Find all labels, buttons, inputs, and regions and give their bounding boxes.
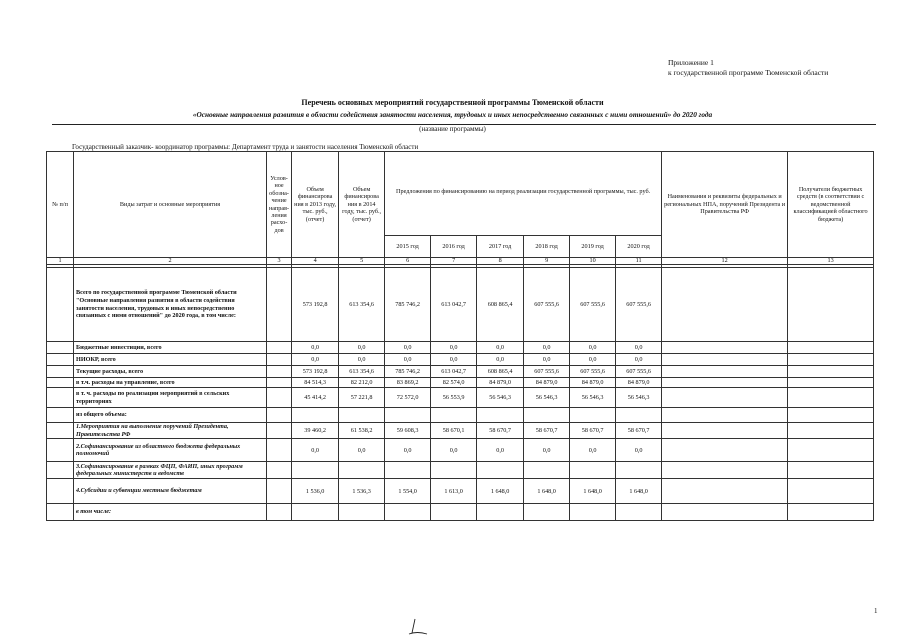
value-cell: 1 648,0 xyxy=(570,479,616,504)
condition-code-cell xyxy=(267,342,292,354)
row-label: в т. ч. расходы по реализации мероприятий в сельских территориях xyxy=(74,388,267,408)
column-number: 12 xyxy=(662,258,788,265)
value-cell: 0,0 xyxy=(477,354,524,366)
appendix-line-2: к государственной программе Тюменской области xyxy=(668,68,829,77)
npa-cell xyxy=(662,366,788,378)
condition-code-cell xyxy=(267,439,292,462)
value-cell xyxy=(570,462,616,479)
value-cell xyxy=(524,504,570,521)
value-cell xyxy=(292,462,339,479)
value-cell: 0,0 xyxy=(616,439,662,462)
row-label: в том числе: xyxy=(74,504,267,521)
value-cell: 607 555,6 xyxy=(570,268,616,342)
value-cell: 1 536,3 xyxy=(339,479,385,504)
value-cell: 84 879,0 xyxy=(477,378,524,388)
value-cell: 608 865,4 xyxy=(477,366,524,378)
header-year: 2017 год xyxy=(477,236,524,258)
column-number: 2 xyxy=(74,258,267,265)
condition-code-cell xyxy=(267,423,292,439)
recipients-cell xyxy=(788,439,874,462)
npa-cell xyxy=(662,354,788,366)
appendix-line-1: Приложение 1 xyxy=(668,58,714,67)
value-cell: 0,0 xyxy=(385,354,431,366)
npa-cell xyxy=(662,462,788,479)
column-numbers-row xyxy=(47,258,874,265)
value-cell: 0,0 xyxy=(477,439,524,462)
row-number-cell xyxy=(47,504,74,521)
condition-code-cell xyxy=(267,378,292,388)
value-cell: 1 648,0 xyxy=(616,479,662,504)
table-row xyxy=(47,408,874,423)
condition-code-cell xyxy=(267,504,292,521)
recipients-cell xyxy=(788,354,874,366)
row-label: 3.Софинансирование в рамках ФЦП, ФАИП, иных программ федеральных министерств и ведомств xyxy=(74,462,267,479)
value-cell: 59 608,3 xyxy=(385,423,431,439)
recipients-cell xyxy=(788,408,874,423)
state-customer: Государственный заказчик- координатор программы: Департамент труда и занятости населения Тюменской области xyxy=(72,143,419,151)
value-cell xyxy=(477,462,524,479)
value-cell: 58 670,7 xyxy=(616,423,662,439)
row-number-cell xyxy=(47,423,74,439)
condition-code-cell xyxy=(267,366,292,378)
value-cell: 785 746,2 xyxy=(385,268,431,342)
row-label: Всего по государственной программе Тюменской области "Основные направления развития в области содействия занятости населения, трудовых и иных непосредственно связанных с ними отношений" до 2020 года, в том числе: xyxy=(74,268,267,342)
value-cell: 1 648,0 xyxy=(524,479,570,504)
value-cell xyxy=(339,462,385,479)
value-cell: 56 546,3 xyxy=(616,388,662,408)
value-cell: 613 042,7 xyxy=(431,268,477,342)
value-cell: 45 414,2 xyxy=(292,388,339,408)
value-cell: 1 554,0 xyxy=(385,479,431,504)
handwritten-mark xyxy=(408,618,430,636)
value-cell: 785 746,2 xyxy=(385,366,431,378)
recipients-cell xyxy=(788,342,874,354)
value-cell: 0,0 xyxy=(524,342,570,354)
column-number: 9 xyxy=(524,258,570,265)
value-cell: 56 546,3 xyxy=(524,388,570,408)
program-name-caption: (название программы) xyxy=(419,125,486,133)
table-row xyxy=(47,268,874,342)
value-cell xyxy=(570,408,616,423)
page-number: 1 xyxy=(874,607,878,615)
value-cell: 0,0 xyxy=(477,342,524,354)
value-cell: 39 460,2 xyxy=(292,423,339,439)
value-cell: 0,0 xyxy=(431,439,477,462)
table-row xyxy=(47,479,874,504)
row-number-cell xyxy=(47,462,74,479)
column-number: 8 xyxy=(477,258,524,265)
value-cell: 0,0 xyxy=(292,354,339,366)
value-cell xyxy=(292,408,339,423)
row-label: 4.Субсидии и субвенции местным бюджетам xyxy=(74,479,267,504)
npa-cell xyxy=(662,268,788,342)
value-cell: 607 555,6 xyxy=(616,268,662,342)
value-cell: 1 613,0 xyxy=(431,479,477,504)
row-label: в т.ч. расходы на управление, всего xyxy=(74,378,267,388)
row-number-cell xyxy=(47,366,74,378)
column-number: 10 xyxy=(570,258,616,265)
value-cell: 84 879,0 xyxy=(616,378,662,388)
column-number: 13 xyxy=(788,258,874,265)
npa-cell xyxy=(662,342,788,354)
npa-cell xyxy=(662,378,788,388)
value-cell: 607 555,6 xyxy=(570,366,616,378)
table-row xyxy=(47,439,874,462)
row-label: Текущие расходы, всего xyxy=(74,366,267,378)
value-cell: 0,0 xyxy=(431,354,477,366)
table-row xyxy=(47,354,874,366)
value-cell: 0,0 xyxy=(524,354,570,366)
row-label: НИОКР, всего xyxy=(74,354,267,366)
value-cell: 56 553,9 xyxy=(431,388,477,408)
row-number-cell xyxy=(47,388,74,408)
value-cell: 0,0 xyxy=(385,439,431,462)
value-cell: 0,0 xyxy=(570,354,616,366)
value-cell xyxy=(431,504,477,521)
header-2014: Объем финансирова ния в 2014 году, тыс. руб., (отчет) xyxy=(339,152,385,258)
value-cell: 1 536,0 xyxy=(292,479,339,504)
condition-code-cell xyxy=(267,408,292,423)
value-cell xyxy=(616,408,662,423)
npa-cell xyxy=(662,423,788,439)
value-cell xyxy=(570,504,616,521)
value-cell xyxy=(385,408,431,423)
value-cell: 0,0 xyxy=(570,342,616,354)
value-cell: 58 670,7 xyxy=(477,423,524,439)
row-label: 1.Мероприятия на выполнение поручений Президента, Правительства РФ xyxy=(74,423,267,439)
npa-cell xyxy=(662,388,788,408)
table-row xyxy=(47,378,874,388)
measures-table xyxy=(46,151,874,521)
value-cell: 0,0 xyxy=(616,342,662,354)
value-cell: 58 670,7 xyxy=(570,423,616,439)
recipients-cell xyxy=(788,388,874,408)
table-row xyxy=(47,504,874,521)
recipients-cell xyxy=(788,423,874,439)
program-name: «Основные направления развития в области содействия занятости населения, трудовых и иных непосредственно связанных с ними отношений» до 2020 года xyxy=(192,110,713,119)
value-cell xyxy=(385,504,431,521)
header-year: 2020 год xyxy=(616,236,662,258)
header-num: № п/п xyxy=(47,152,74,258)
table-row xyxy=(47,462,874,479)
value-cell: 0,0 xyxy=(524,439,570,462)
value-cell: 56 546,3 xyxy=(477,388,524,408)
condition-code-cell xyxy=(267,479,292,504)
row-label: 2.Софинансирование из областного бюджета федеральных полномочий xyxy=(74,439,267,462)
value-cell: 58 670,7 xyxy=(524,423,570,439)
recipients-cell xyxy=(788,366,874,378)
header-year: 2019 год xyxy=(570,236,616,258)
table-row xyxy=(47,366,874,378)
value-cell: 607 555,6 xyxy=(616,366,662,378)
value-cell xyxy=(431,408,477,423)
value-cell: 57 221,8 xyxy=(339,388,385,408)
row-label: Бюджетные инвестиции, всего xyxy=(74,342,267,354)
npa-cell xyxy=(662,504,788,521)
value-cell: 0,0 xyxy=(292,342,339,354)
header-types: Виды затрат и основные мероприятия xyxy=(74,152,267,258)
condition-code-cell xyxy=(267,354,292,366)
row-number-cell xyxy=(47,439,74,462)
appendix-note xyxy=(668,58,828,78)
table-body xyxy=(47,265,874,521)
condition-code-cell xyxy=(267,268,292,342)
value-cell: 0,0 xyxy=(431,342,477,354)
header-year: 2018 год xyxy=(524,236,570,258)
value-cell: 573 192,8 xyxy=(292,366,339,378)
value-cell: 72 572,0 xyxy=(385,388,431,408)
recipients-cell xyxy=(788,479,874,504)
row-number-cell xyxy=(47,268,74,342)
column-number: 3 xyxy=(267,258,292,265)
npa-cell xyxy=(662,439,788,462)
value-cell: 613 042,7 xyxy=(431,366,477,378)
row-number-cell xyxy=(47,479,74,504)
row-number-cell xyxy=(47,378,74,388)
header-npa: Наименования и реквизиты федеральных и региональных НПА, поручений Президента и Правительства РФ xyxy=(662,152,788,258)
column-number: 1 xyxy=(47,258,74,265)
value-cell: 1 648,0 xyxy=(477,479,524,504)
value-cell xyxy=(385,462,431,479)
table-row xyxy=(47,342,874,354)
recipients-cell xyxy=(788,462,874,479)
value-cell xyxy=(616,462,662,479)
header-year: 2016 год xyxy=(431,236,477,258)
value-cell xyxy=(477,504,524,521)
value-cell: 607 555,6 xyxy=(524,366,570,378)
value-cell xyxy=(431,462,477,479)
value-cell: 0,0 xyxy=(570,439,616,462)
value-cell: 61 538,2 xyxy=(339,423,385,439)
column-number: 7 xyxy=(431,258,477,265)
header-recipients: Получатели бюджетных средств (в соответствии с ведомственной классификацией областного бюджета) xyxy=(788,152,874,258)
value-cell: 82 574,0 xyxy=(431,378,477,388)
condition-code-cell xyxy=(267,462,292,479)
value-cell: 613 354,6 xyxy=(339,268,385,342)
value-cell: 607 555,6 xyxy=(524,268,570,342)
value-cell: 608 865,4 xyxy=(477,268,524,342)
npa-cell xyxy=(662,408,788,423)
row-label: из общего объема: xyxy=(74,408,267,423)
column-number: 6 xyxy=(385,258,431,265)
row-number-cell xyxy=(47,354,74,366)
column-number: 4 xyxy=(292,258,339,265)
value-cell: 0,0 xyxy=(339,439,385,462)
value-cell: 58 670,1 xyxy=(431,423,477,439)
value-cell: 82 212,0 xyxy=(339,378,385,388)
recipients-cell xyxy=(788,378,874,388)
header-year: 2015 год xyxy=(385,236,431,258)
recipients-cell xyxy=(788,504,874,521)
header-proposals: Предложения по финансированию на период реализации государственной программы, тыс. руб. xyxy=(385,152,662,236)
document-title: Перечень основных мероприятий государственной программы Тюменской области xyxy=(301,98,604,107)
header-2013: Объем финансирова ния в 2013 году, тыс. руб., (отчет) xyxy=(292,152,339,258)
value-cell: 0,0 xyxy=(385,342,431,354)
value-cell xyxy=(524,462,570,479)
value-cell: 84 879,0 xyxy=(524,378,570,388)
column-number: 11 xyxy=(616,258,662,265)
value-cell: 0,0 xyxy=(616,354,662,366)
value-cell xyxy=(292,504,339,521)
table-row xyxy=(47,388,874,408)
value-cell: 613 354,6 xyxy=(339,366,385,378)
column-number: 5 xyxy=(339,258,385,265)
value-cell: 0,0 xyxy=(339,342,385,354)
npa-cell xyxy=(662,479,788,504)
row-number-cell xyxy=(47,342,74,354)
recipients-cell xyxy=(788,268,874,342)
value-cell: 0,0 xyxy=(292,439,339,462)
value-cell: 84 514,3 xyxy=(292,378,339,388)
value-cell: 0,0 xyxy=(339,354,385,366)
row-number-cell xyxy=(47,408,74,423)
value-cell: 56 546,3 xyxy=(570,388,616,408)
value-cell: 83 869,2 xyxy=(385,378,431,388)
value-cell xyxy=(339,504,385,521)
table-row xyxy=(47,423,874,439)
value-cell: 84 879,0 xyxy=(570,378,616,388)
condition-code-cell xyxy=(267,388,292,408)
value-cell: 573 192,8 xyxy=(292,268,339,342)
value-cell xyxy=(524,408,570,423)
value-cell xyxy=(616,504,662,521)
header-row-1 xyxy=(47,152,874,236)
header-condition-code: Услов-ное обозна-чение направ-ления расхо-дов xyxy=(267,152,292,258)
value-cell xyxy=(339,408,385,423)
value-cell xyxy=(477,408,524,423)
